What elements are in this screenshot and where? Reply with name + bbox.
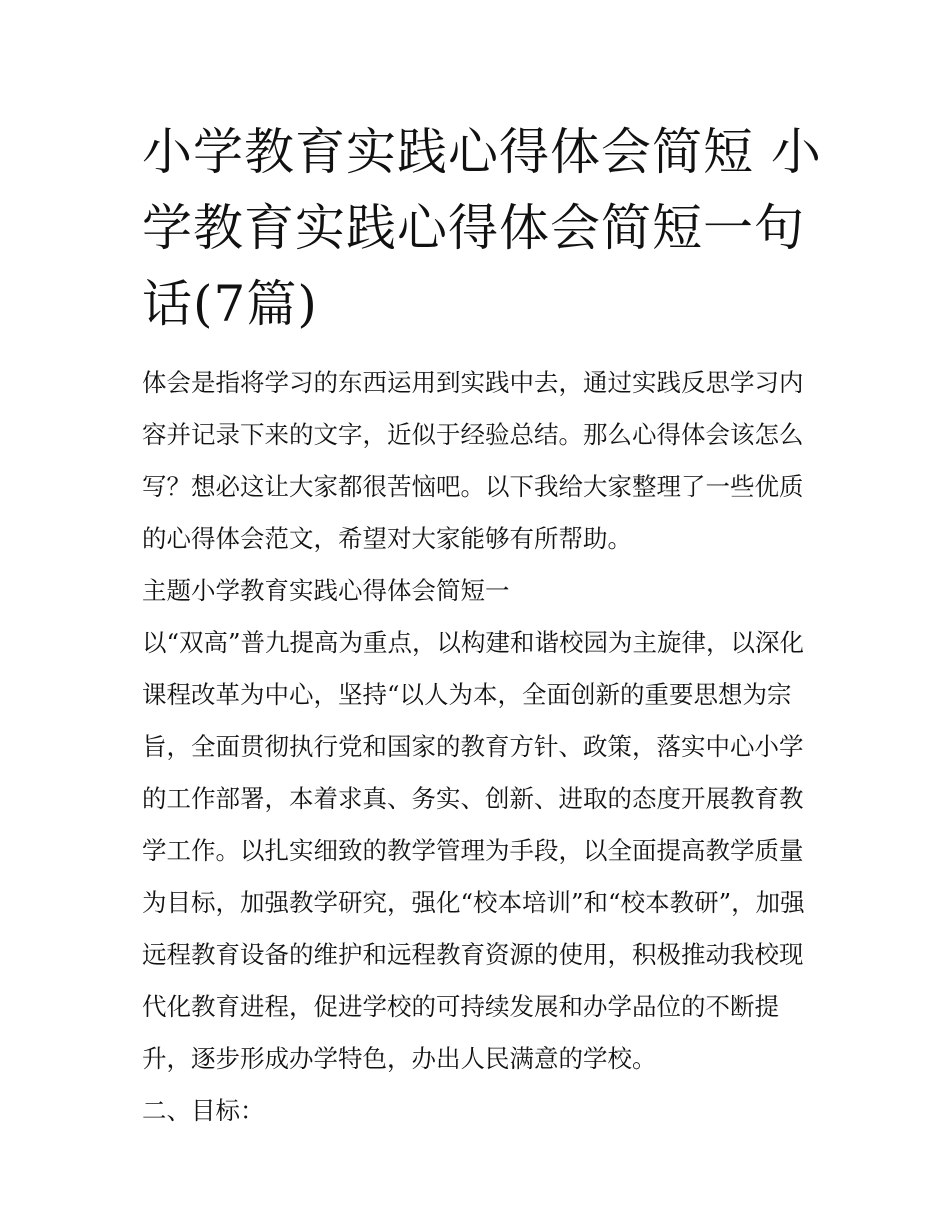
intro-paragraph: 体会是指将学习的东西运用到实践中去，通过实践反思学习内容并记录下来的文字，近似于经验总结。那么心得体会该怎么写？想必这让大家都很苦恼吧。以下我给大家整理了一些优质的心得体会范文，希望对大家能够有所帮助。 [142,368,804,553]
section-heading: 主题小学教育实践心得体会简短一 [142,576,510,605]
subheading: 二、目标： [142,1096,265,1125]
document-body [142,357,822,1137]
document-title: 小学教育实践心得体会简短 小学教育实践心得体会简短一句话(7篇) [142,123,822,333]
body-paragraph: 以“双高”普九提高为重点，以构建和谐校园为主旋律，以深化课程改革为中心，坚持“以人为本，全面创新的重要思想为宗旨，全面贯彻执行党和国家的教育方针、政策，落实中心小学的工作部署，本着求真、务实、创新、进取的态度开展教育教学工作。以扎实细致的教学管理为手段，以全面提高教学质量为目标，加强教学研究，强化“校本培训”和“校本教研”，加强远程教育设备的维护和远程教育资源的使用，积极推动我校现代化教育进程，促进学校的可持续发展和办学品位的不断提升，逐步形成办学特色，办出人民满意的学校。 [142,628,805,1073]
